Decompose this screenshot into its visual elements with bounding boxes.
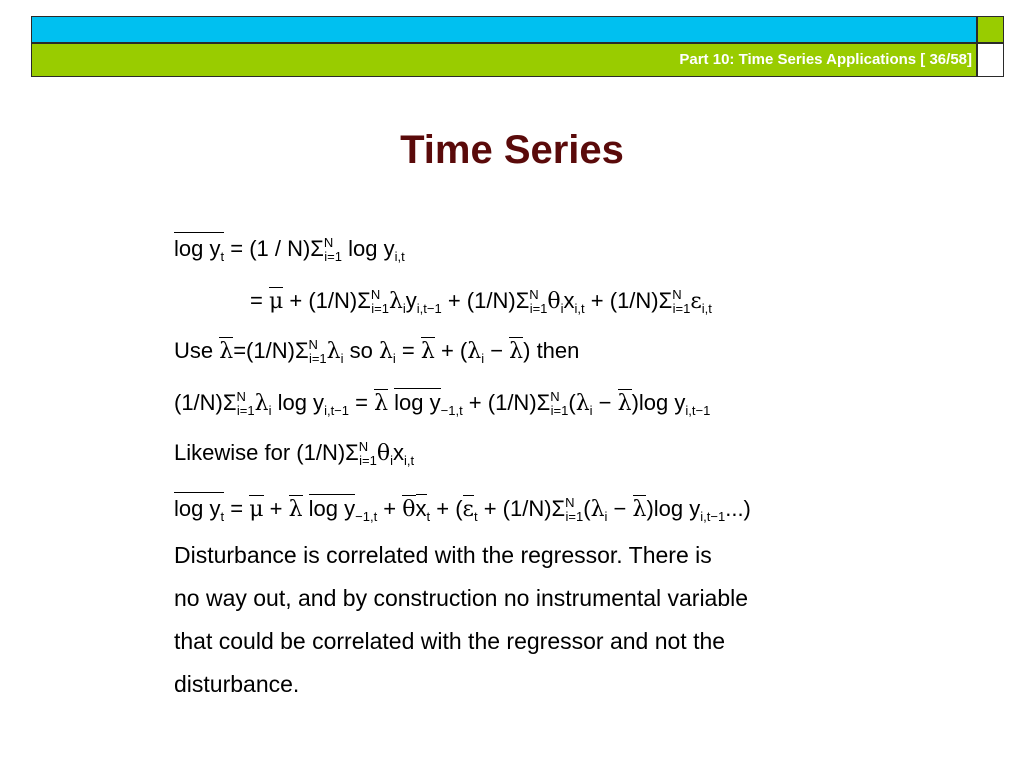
body-text-line-3: that could be correlated with the regressor and not the xyxy=(174,628,726,654)
slide-label: Part 10: Time Series Applications [ 36/58] xyxy=(679,51,972,68)
equation-line-3: Use $\lambda=(1/N)\Sigma^N_{i=1}\lambda_i$ so $\lambda_i = \lambda + (\lambda_i - \lambda)$ then xyxy=(174,337,580,366)
slide-title: Time Series xyxy=(400,128,624,172)
equation-line-4: $(1/N)\Sigma^N_{i=1}\lambda_i$ $\log y_{i,t-1} = \lambda$ $\log y_{-1,t} + (1/N)\Sigma^N_{i=1}(\lambda_i - \lambda)\log$ $y_{i,t-1}$ xyxy=(174,389,711,418)
body-text-line-4: disturbance. xyxy=(174,671,300,697)
header-corner-square-top xyxy=(977,16,1004,43)
equation-line-6: $\log y_t = \mu + \lambda$ $\log y_{-1,t} + \theta x_t + (\varepsilon_t + (1/N)\Sigma^N_{i=1}(\lambda_i - \lambda)\log$ $y_{i,t-1}$...) xyxy=(174,492,751,525)
header-corner-square-bottom xyxy=(977,43,1004,77)
mean-log-y: $\log y_t$ xyxy=(174,232,224,264)
header-bar-blue xyxy=(31,16,977,43)
equation-line-5: Likewise for $(1/N)\Sigma^N_{i=1}\theta_ix_{i,t}$ xyxy=(174,439,415,468)
equation-line-1: $\log y_t = (1 / N)\Sigma^N_{i=1}$ $\log y_{i,t}$ xyxy=(174,232,405,264)
body-text-line-2: no way out, and by construction no instrumental variable xyxy=(174,585,749,611)
equation-line-2: = $\mu + (1/N)\Sigma^N_{i=1}\lambda_iy_{i,t-1} + (1/N)\Sigma^N_{i=1}\theta_ix_{i,t} + (1/N)\Sigma^N_{i=1}\varepsilon_{i,t}$ xyxy=(250,287,712,316)
header-bar-green xyxy=(31,43,977,77)
body-text-line-1: Disturbance is correlated with the regressor. There is xyxy=(174,542,712,568)
